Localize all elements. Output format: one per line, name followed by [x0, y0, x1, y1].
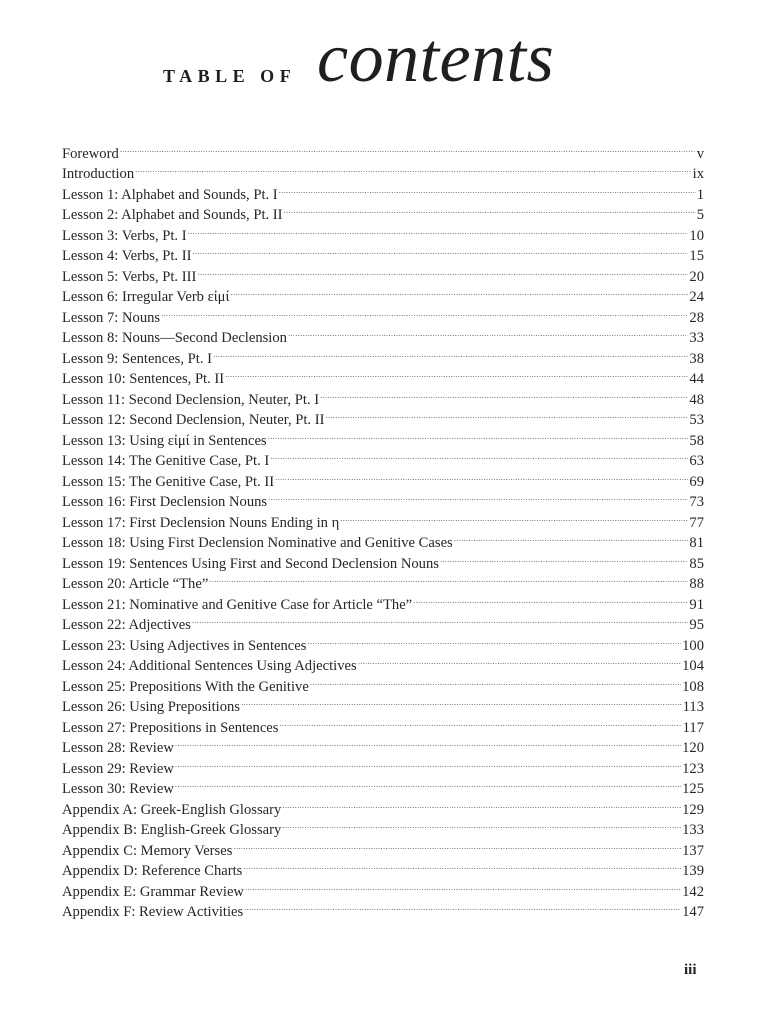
dot-leader [288, 322, 688, 343]
title-prefix: TABLE OF [163, 66, 297, 86]
toc-entry-page: 123 [682, 760, 704, 777]
toc-entry-title: Appendix E: Grammar Review [62, 883, 244, 900]
dot-leader [244, 896, 681, 917]
toc-entry-title: Lesson 23: Using Adjectives in Sentences [62, 637, 307, 654]
toc-entry-title: Lesson 17: First Declension Nouns Ending in η [62, 514, 340, 531]
toc-entry-title: Lesson 16: First Declension Nouns [62, 494, 268, 510]
toc-entry-page: 95 [689, 617, 704, 633]
dot-leader [161, 301, 688, 322]
toc-entry-page: 24 [689, 289, 704, 305]
toc-entry-title: Lesson 6: Irregular Verb εἰμί [62, 289, 230, 305]
table-of-contents [62, 137, 704, 920]
toc-entry-page: 44 [689, 371, 704, 387]
toc-entry-title: Lesson 3: Verbs, Pt. I [62, 227, 187, 244]
toc-entry-page: 113 [682, 699, 704, 715]
toc-entry[interactable] [62, 178, 704, 203]
dot-leader [279, 178, 696, 199]
toc-entry-page: 33 [689, 330, 704, 346]
toc-entry-page: 5 [696, 207, 704, 223]
toc-entry-title: Foreword [62, 145, 119, 162]
toc-entry-page: 120 [682, 740, 704, 756]
toc-entry[interactable] [62, 158, 704, 182]
dot-leader [279, 711, 681, 732]
toc-entry-page: 10 [689, 227, 704, 244]
toc-entry-title: Lesson 26: Using Prepositions [62, 699, 240, 715]
toc-entry-title: Lesson 1: Alphabet and Sounds, Pt. I [62, 186, 278, 203]
toc-entry-page: 48 [689, 391, 704, 408]
dot-leader [270, 445, 688, 466]
toc-entry[interactable] [62, 137, 704, 162]
dot-leader [175, 732, 681, 753]
toc-entry-page: 1 [696, 186, 704, 203]
page-number: iii [684, 962, 697, 978]
toc-entry-title: Introduction [62, 166, 135, 182]
toc-entry-page: 133 [682, 822, 704, 838]
toc-entry-title: Lesson 29: Review [62, 760, 174, 777]
toc-entry-title: Appendix A: Greek-English Glossary [62, 801, 282, 818]
dot-leader [243, 855, 681, 876]
toc-entry-title: Lesson 27: Prepositions in Sentences [62, 719, 279, 736]
dot-leader [440, 547, 688, 568]
toc-entry-page: 38 [689, 350, 704, 367]
dot-leader [275, 465, 688, 486]
toc-entry-page: 91 [689, 596, 704, 613]
toc-entry-title: Lesson 12: Second Declension, Neuter, Pt. II [62, 412, 325, 428]
toc-entry-page: 73 [689, 494, 704, 510]
toc-entry-page: 85 [689, 555, 704, 572]
toc-entry-title: Lesson 21: Nominative and Genitive Case for Article “The” [62, 596, 413, 613]
dot-leader [358, 650, 681, 671]
dot-leader [282, 793, 681, 814]
toc-entry-page: 125 [682, 781, 704, 797]
dot-leader [340, 506, 688, 527]
toc-entry-title: Appendix C: Memory Verses [62, 842, 233, 859]
dot-leader [233, 834, 681, 855]
dot-leader [268, 486, 688, 507]
dot-leader [282, 814, 681, 835]
toc-entry-title: Lesson 22: Adjectives [62, 617, 191, 633]
dot-leader [454, 527, 689, 548]
toc-entry-page: 88 [689, 576, 704, 592]
dot-leader [230, 281, 688, 302]
toc-entry-page: 15 [689, 248, 704, 264]
toc-entry-page: 77 [689, 514, 704, 531]
dot-leader [192, 609, 689, 630]
toc-entry-title: Lesson 13: Using εἰμί in Sentences [62, 432, 267, 449]
dot-leader [241, 691, 682, 712]
toc-entry-title: Appendix F: Review Activities [62, 904, 244, 920]
toc-entry-title: Lesson 10: Sentences, Pt. II [62, 371, 225, 387]
dot-leader [188, 219, 689, 240]
toc-entry-page: 117 [682, 719, 704, 736]
toc-entry-page: 142 [682, 883, 704, 900]
dot-leader [225, 363, 688, 384]
dot-leader [325, 404, 688, 425]
toc-entry-page: 20 [689, 268, 704, 285]
toc-entry-title: Appendix B: English-Greek Glossary [62, 822, 282, 838]
dot-leader [197, 260, 688, 281]
dot-leader [213, 342, 688, 363]
toc-entry-page: ix [692, 166, 704, 182]
toc-entry-title: Lesson 30: Review [62, 781, 174, 797]
toc-entry-title: Lesson 28: Review [62, 740, 174, 756]
dot-leader [245, 875, 681, 896]
toc-entry-title: Lesson 14: The Genitive Case, Pt. I [62, 453, 270, 469]
toc-entry-title: Lesson 7: Nouns [62, 309, 161, 326]
toc-entry-page: 147 [682, 904, 704, 920]
toc-entry-page: 58 [689, 432, 704, 449]
dot-leader [175, 752, 681, 773]
toc-entry-title: Lesson 25: Prepositions With the Genitive [62, 678, 309, 695]
dot-leader [175, 773, 681, 794]
toc-entry-title: Lesson 4: Verbs, Pt. II [62, 248, 192, 264]
toc-entry-title: Lesson 11: Second Declension, Neuter, Pt. I [62, 391, 320, 408]
dot-leader [268, 424, 689, 445]
toc-entry-title: Lesson 2: Alphabet and Sounds, Pt. II [62, 207, 283, 223]
dot-leader [209, 568, 688, 589]
toc-entry-title: Lesson 15: The Genitive Case, Pt. II [62, 473, 275, 490]
toc-entry-title: Appendix D: Reference Charts [62, 863, 243, 879]
dot-leader [284, 199, 696, 220]
dot-leader [307, 629, 681, 650]
toc-entry-page: 81 [689, 535, 704, 551]
dot-leader [310, 670, 681, 691]
dot-leader [192, 240, 688, 261]
toc-entry-title: Lesson 19: Sentences Using First and Second Declension Nouns [62, 555, 439, 572]
toc-entry-page: 137 [682, 842, 704, 859]
toc-entry-page: 139 [682, 863, 704, 879]
toc-entry-page: 100 [682, 637, 704, 654]
toc-entry-title: Lesson 20: Article “The” [62, 576, 209, 592]
toc-entry-page: v [696, 145, 704, 162]
dot-leader [120, 137, 696, 158]
toc-entry-page: 28 [689, 309, 704, 326]
toc-entry-title: Lesson 5: Verbs, Pt. III [62, 268, 197, 285]
toc-entry-title: Lesson 24: Additional Sentences Using Adjectives [62, 658, 357, 674]
dot-leader [320, 383, 688, 404]
toc-entry-title: Lesson 8: Nouns—Second Declension [62, 330, 287, 346]
toc-entry-title: Lesson 9: Sentences, Pt. I [62, 350, 212, 367]
toc-entry-title: Lesson 18: Using First Declension Nominative and Genitive Cases [62, 535, 453, 551]
toc-entry-page: 108 [682, 678, 704, 695]
toc-entry-page: 63 [689, 453, 704, 469]
toc-entry-page: 104 [682, 658, 704, 674]
title-main: contents [317, 20, 555, 97]
toc-entry-page: 53 [689, 412, 704, 428]
toc-entry-page: 69 [689, 473, 704, 490]
toc-entry-page: 129 [682, 801, 704, 818]
page-title [0, 20, 768, 108]
dot-leader [413, 588, 688, 609]
dot-leader [135, 158, 691, 179]
